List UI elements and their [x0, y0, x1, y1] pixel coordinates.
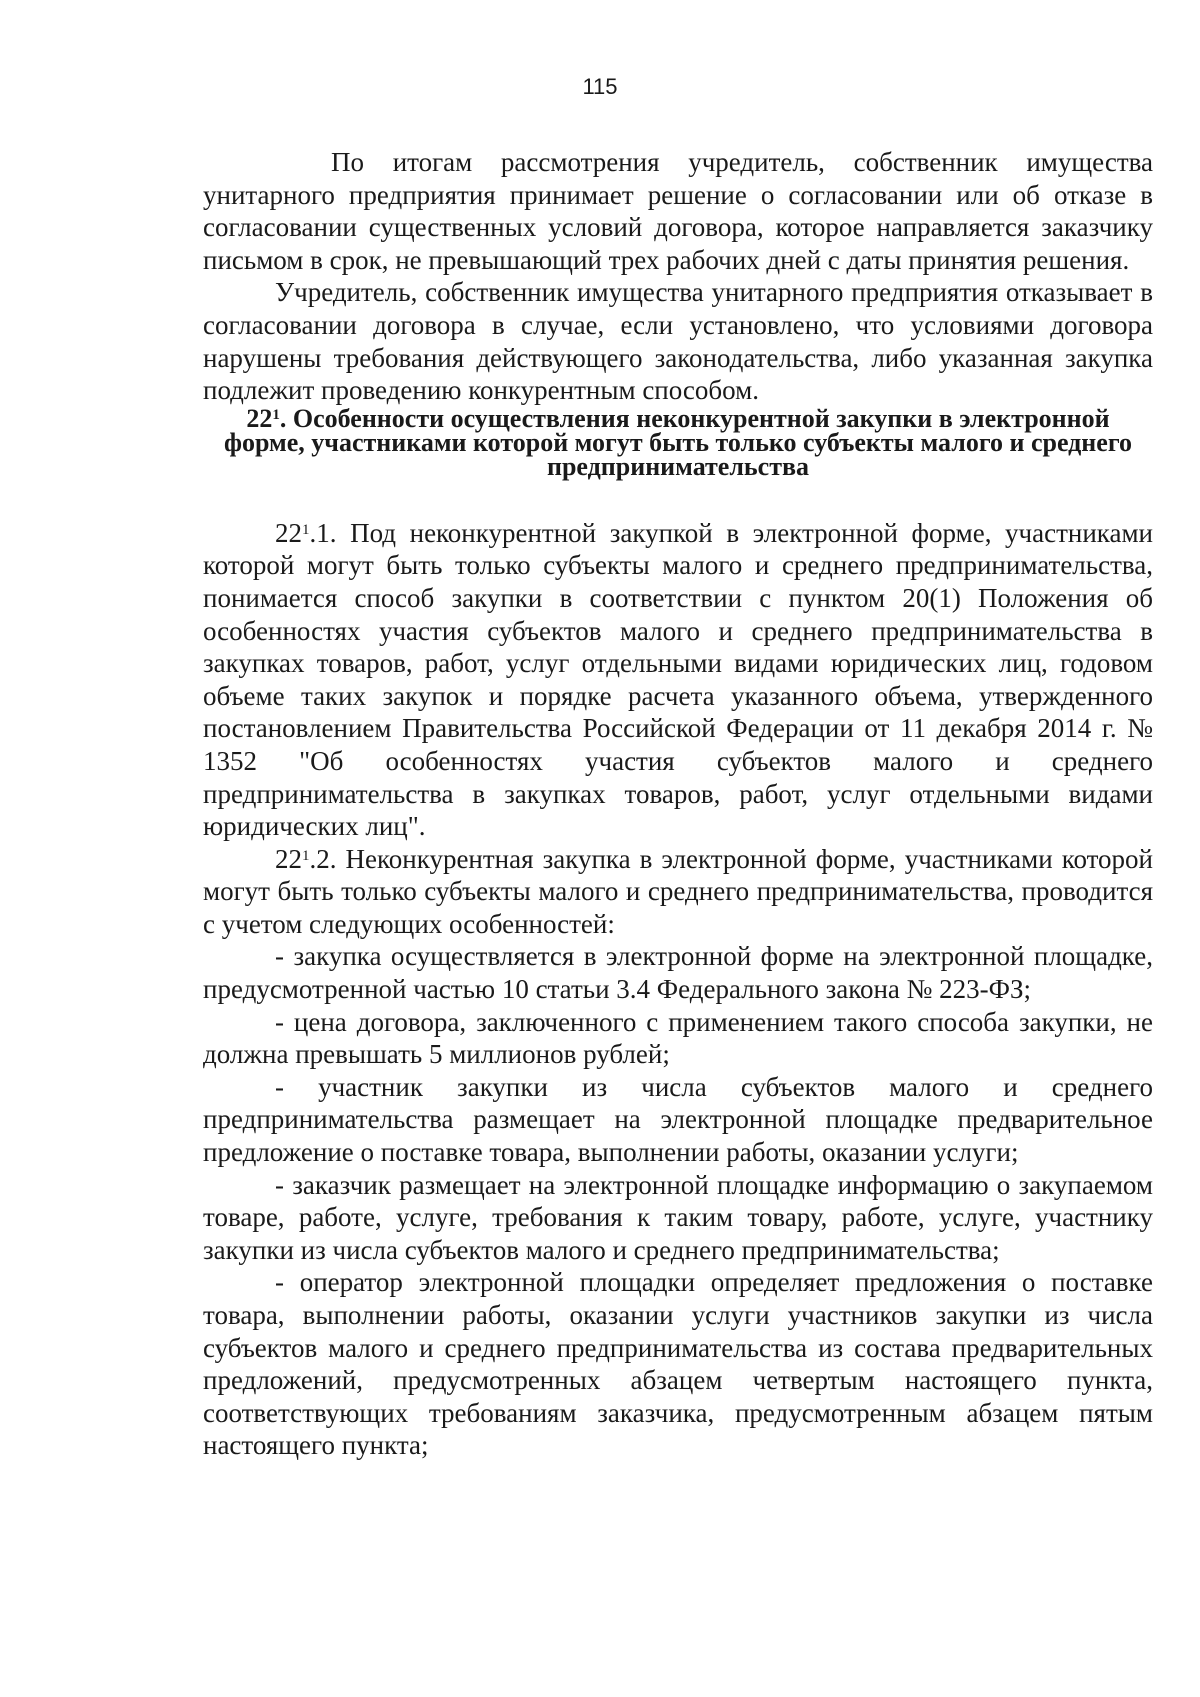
clause-text: .1. Под неконкурентной закупкой в электронной форме, участниками которой могут быть только субъекты малого и среднего предпринимательства, понимается способ закупки в соответствии с пунктом 20(1) Положения об особенностях участия субъектов малого и среднего предпринимательства в закупках товаров, работ, услуг отдельными видами юридических лиц, годовом объеме таких закупок и порядке расчета указанного объема, утвержденного постановлением Правительства Российской Федерации от 11 декабря 2014 г. № 1352 "Об особенностях участия субъектов малого и среднего предпринимательства в закупках товаров, работ, услуг отдельными видами юридических лиц". — [203, 517, 1153, 842]
section-heading — [203, 403, 1153, 481]
heading-spacer — [203, 479, 1153, 517]
clause-22-1-2 — [203, 843, 1153, 941]
list-item-operator-selection: - оператор электронной площадки определяет предложения о поставке товара, выполнении работы, оказании услуги участников закупки из числа субъектов малого и среднего предпринимательства из состава предварительных предложений, предусмотренных абзацем четвертым настоящего пункта, соответствующих требованиям заказчика, предусмотренным абзацем пятым настоящего пункта; — [203, 1267, 1153, 1461]
clause-22-1-1 — [203, 517, 1153, 843]
section-number: 22 — [246, 403, 273, 433]
paragraph-approval-decision: По итогам рассмотрения учредитель, собственник имущества унитарного предприятия принимает решение о согласовании или об отказе в согласовании существенных условий договора, которое направляется заказчику письмом в срок, не превышающий трех рабочих дней с даты принятия решения. — [203, 147, 1153, 275]
clause-number: 22 — [275, 843, 302, 874]
section-title: . Особенности осуществления неконкурентной закупки в электронной форме, участниками которой могут быть только субъекты малого и среднего предпринимательства — [224, 403, 1132, 481]
clause-text: .2. Неконкурентная закупка в электронной форме, участниками которой могут быть только субъекты малого и среднего предпринимательства, проводится с учетом следующих особенностей: — [203, 843, 1153, 939]
page-number: 115 — [582, 74, 618, 99]
document-body — [203, 146, 1153, 1462]
paragraph-refusal-grounds: Учредитель, собственник имущества унитарного предприятия отказывает в согласовании договора в случае, если установлено, что условиями договора нарушены требования действующего законодательства, либо указанная закупка подлежит проведению конкурентным способом. — [203, 277, 1153, 406]
clause-number-superscript: 1 — [302, 847, 310, 864]
section-number-superscript: 1 — [272, 406, 280, 423]
clause-number-superscript: 1 — [302, 521, 310, 538]
list-item-customer-requirements: - заказчик размещает на электронной площадке информацию о закупаемом товаре, работе, услуге, требования к таким товару, работе, услуге, участнику закупки из числа субъектов малого и среднего предпринимательства; — [203, 1169, 1153, 1265]
list-item-electronic-platform: - закупка осуществляется в электронной форме на электронной площадке, предусмотренной частью 10 статьи 3.4 Федерального закона № 223-ФЗ; — [203, 941, 1153, 1005]
list-item-preliminary-offer: - участник закупки из числа субъектов малого и среднего предпринимательства размещает на электронной площадке предварительное предложение о поставке товара, выполнении работы, оказании услуги; — [203, 1071, 1153, 1168]
list-item-contract-price-limit: - цена договора, заключенного с применением такого способа закупки, не должна превышать 5 миллионов рублей; — [203, 1006, 1153, 1070]
clause-number: 22 — [275, 517, 302, 548]
